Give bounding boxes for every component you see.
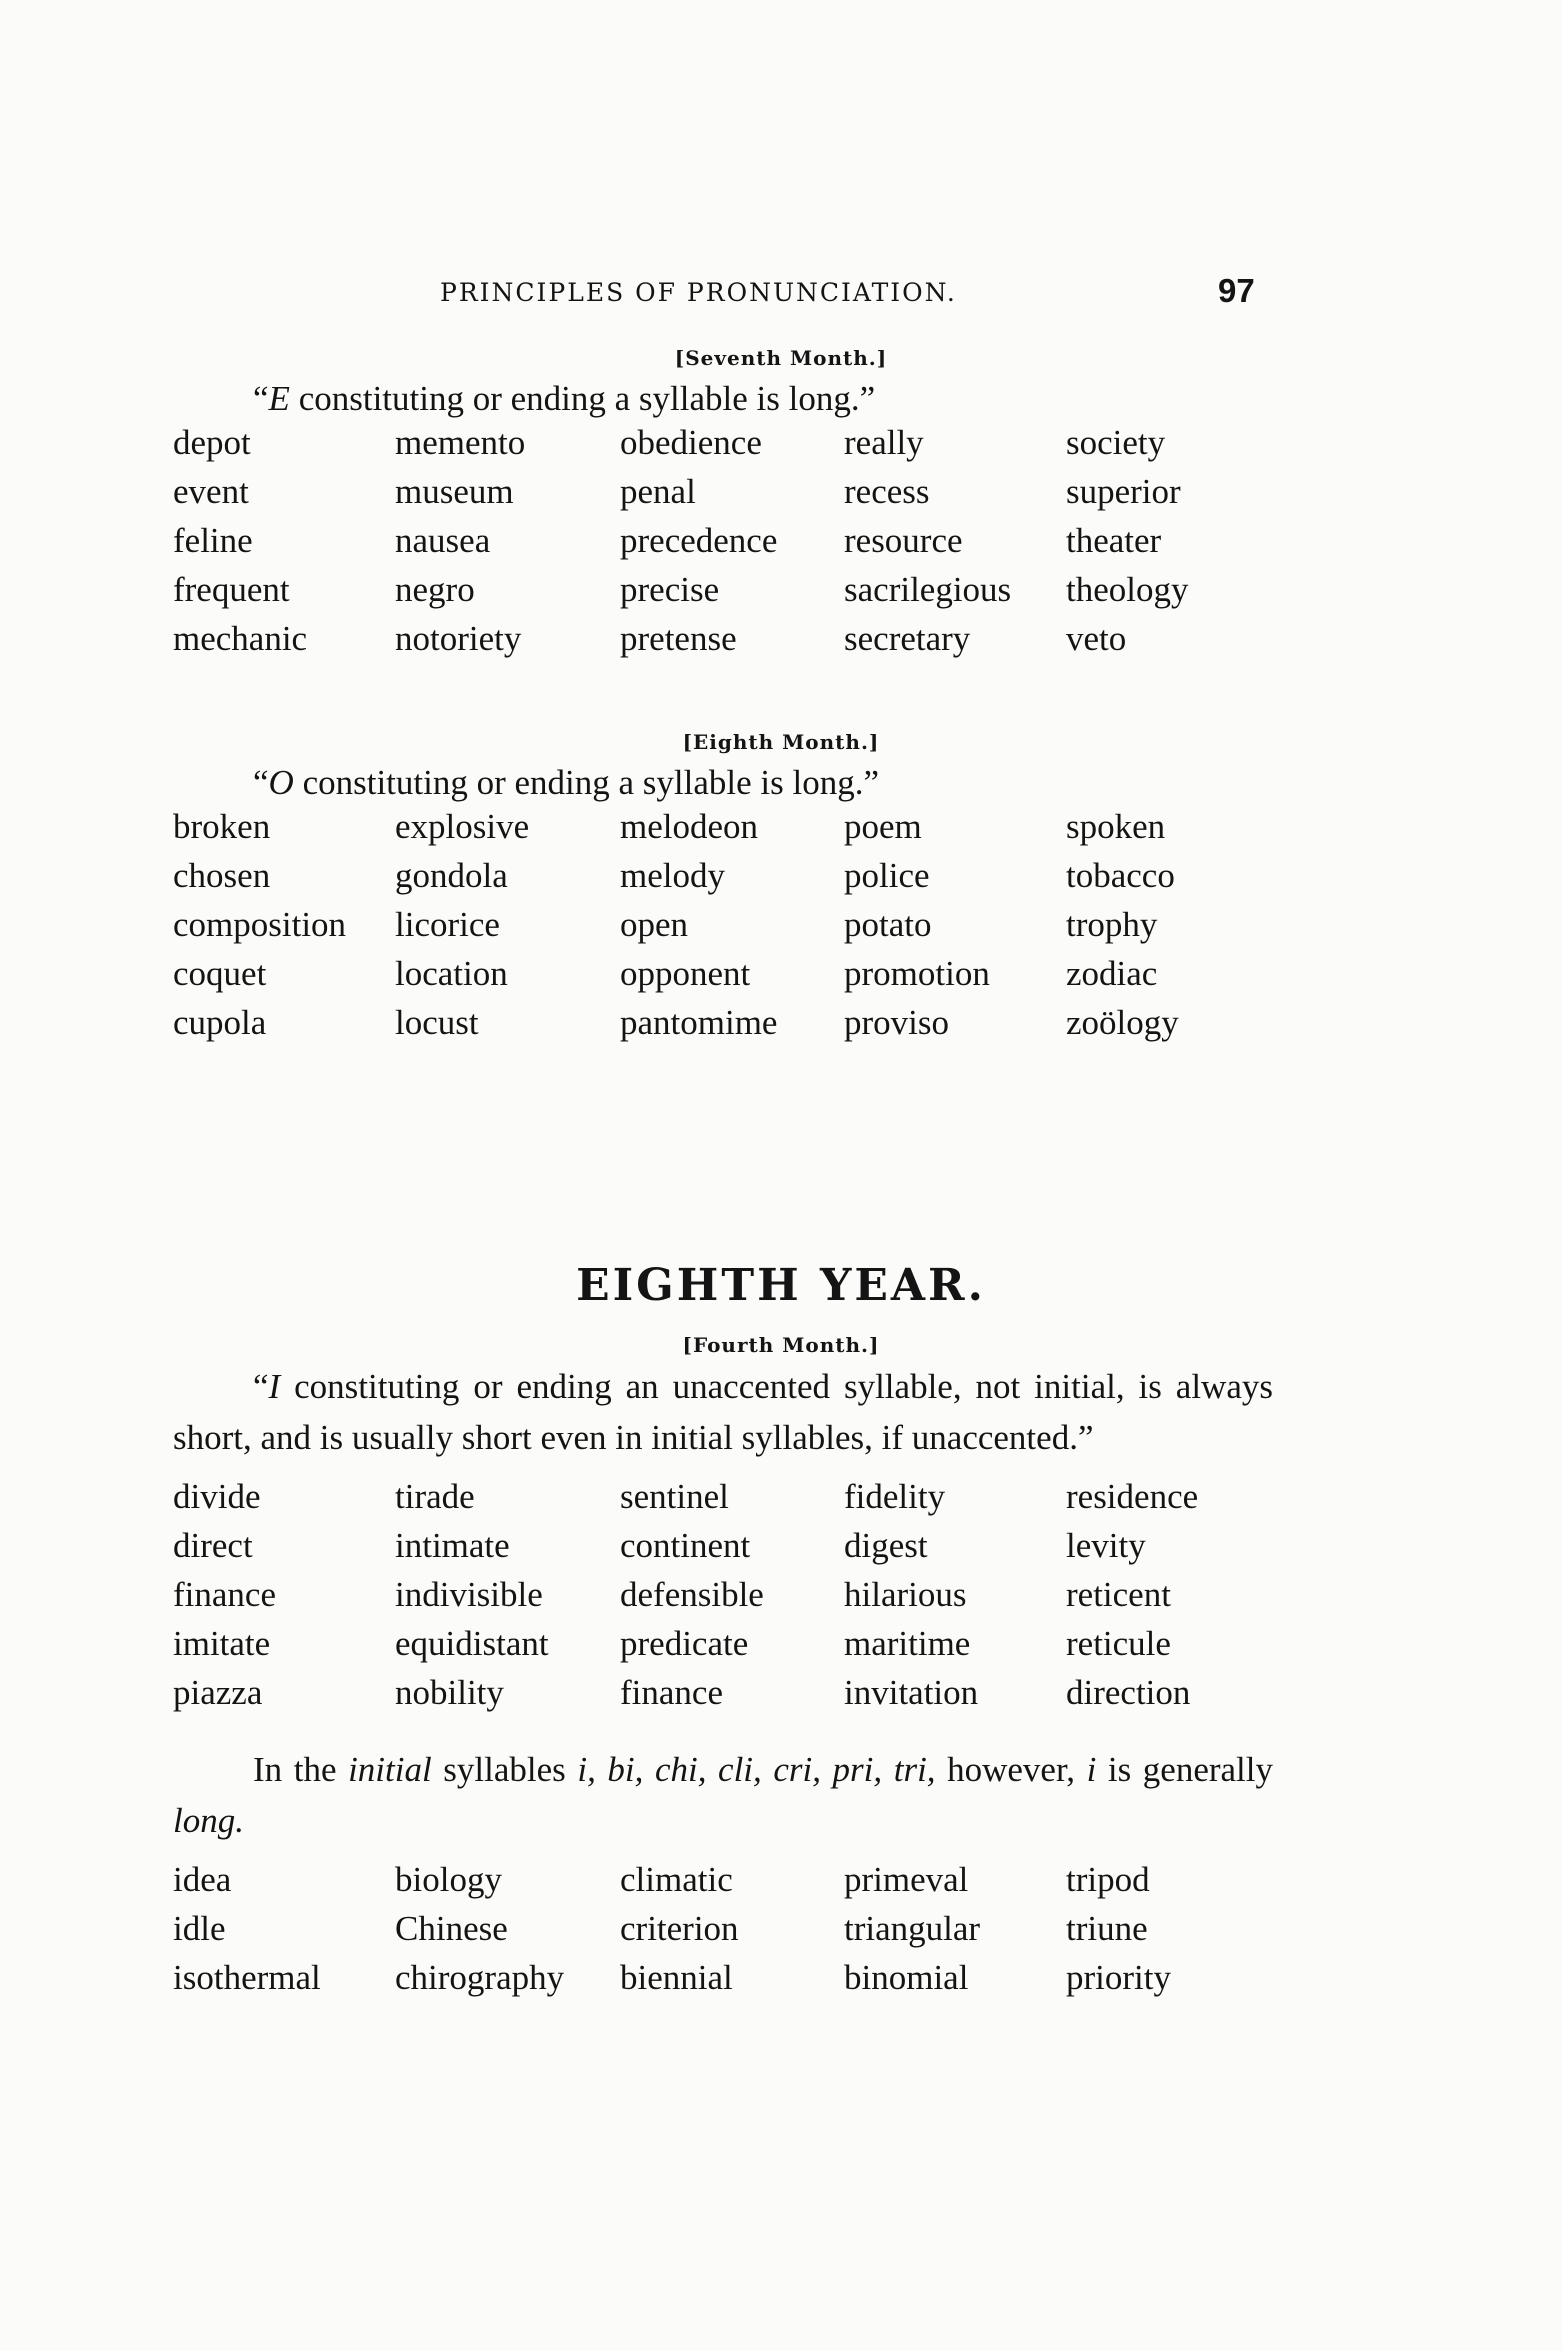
word-cell: chosen xyxy=(173,856,271,895)
page-number: 97 xyxy=(1218,272,1255,309)
table-row xyxy=(173,570,1246,619)
table-row xyxy=(173,954,1246,1003)
word-cell: biennial xyxy=(620,1958,733,1997)
word-cell: idle xyxy=(173,1909,226,1948)
page-header xyxy=(0,272,1562,328)
word-cell: depot xyxy=(173,423,251,462)
word-cell: hilarious xyxy=(844,1575,967,1614)
word-cell: finance xyxy=(620,1673,723,1712)
table-row xyxy=(173,423,1246,472)
word-cell: reticule xyxy=(1066,1624,1171,1663)
word-cell: notoriety xyxy=(395,619,522,658)
word-cell: recess xyxy=(844,472,930,511)
word-cell: piazza xyxy=(173,1673,263,1712)
word-cell: poem xyxy=(844,807,922,846)
word-cell: event xyxy=(173,472,249,511)
month-label: [Eighth Month.] xyxy=(682,730,880,754)
word-cell: precedence xyxy=(620,521,778,560)
word-cell: criterion xyxy=(620,1909,739,1948)
word-cell: penal xyxy=(620,472,696,511)
word-cell: intimate xyxy=(395,1526,510,1565)
table-row xyxy=(173,1673,1246,1722)
section-o xyxy=(0,730,1562,1052)
word-table xyxy=(173,1477,1246,1722)
table-row xyxy=(173,1860,1246,1909)
word-cell: zodiac xyxy=(1066,954,1158,993)
word-cell: pantomime xyxy=(620,1003,778,1042)
word-cell: imitate xyxy=(173,1624,271,1663)
word-cell: melodeon xyxy=(620,807,759,846)
word-cell: zoölogy xyxy=(1066,1003,1179,1042)
word-cell: melody xyxy=(620,856,725,895)
word-cell: trophy xyxy=(1066,905,1158,944)
word-cell: indivisible xyxy=(395,1575,543,1614)
rule-paragraph: “I constituting or ending an unaccented syllable, not initial, is always short, and is usually short even in initial syllables, if unaccented.” xyxy=(173,1367,1273,1457)
word-cell: invitation xyxy=(844,1673,979,1712)
word-cell: residence xyxy=(1066,1477,1199,1516)
section-eighth-year xyxy=(0,1260,1562,2007)
word-cell: nausea xyxy=(395,521,491,560)
word-cell: tirade xyxy=(395,1477,475,1516)
word-table xyxy=(173,1860,1246,2007)
month-label: [Fourth Month.] xyxy=(682,1333,880,1357)
word-cell: composition xyxy=(173,905,347,944)
word-cell: direct xyxy=(173,1526,253,1565)
word-table xyxy=(173,423,1246,668)
word-cell: biology xyxy=(395,1860,502,1899)
table-row xyxy=(173,1575,1246,1624)
word-cell: mechanic xyxy=(173,619,308,658)
table-row xyxy=(173,1003,1246,1052)
word-cell: potato xyxy=(844,905,932,944)
table-row xyxy=(173,1477,1246,1526)
word-cell: digest xyxy=(844,1526,928,1565)
word-cell: sentinel xyxy=(620,1477,729,1516)
table-row xyxy=(173,807,1246,856)
month-label: [Seventh Month.] xyxy=(674,346,888,370)
word-cell: society xyxy=(1066,423,1166,462)
word-cell: precise xyxy=(620,570,720,609)
word-cell: continent xyxy=(620,1526,751,1565)
word-cell: feline xyxy=(173,521,253,560)
word-cell: reticent xyxy=(1066,1575,1171,1614)
word-cell: opponent xyxy=(620,954,751,993)
word-cell: triune xyxy=(1066,1909,1148,1948)
word-cell: frequent xyxy=(173,570,290,609)
word-cell: predicate xyxy=(620,1624,749,1663)
year-heading: EIGHTH YEAR. xyxy=(576,1260,986,1311)
word-cell: chirography xyxy=(395,1958,565,1997)
word-cell: theology xyxy=(1066,570,1189,609)
word-cell: secretary xyxy=(844,619,971,658)
table-row xyxy=(173,856,1246,905)
word-cell: nobility xyxy=(395,1673,504,1712)
word-cell: defensible xyxy=(620,1575,764,1614)
word-cell: tripod xyxy=(1066,1860,1150,1899)
table-row xyxy=(173,905,1246,954)
table-row xyxy=(173,1526,1246,1575)
word-cell: binomial xyxy=(844,1958,969,1997)
table-row xyxy=(173,472,1246,521)
word-cell: resource xyxy=(844,521,963,560)
word-cell: triangular xyxy=(844,1909,981,1948)
table-row xyxy=(173,619,1246,668)
rule-text: “O constituting or ending a syllable is long.” xyxy=(253,763,880,802)
word-cell: pretense xyxy=(620,619,737,658)
word-cell: veto xyxy=(1066,619,1127,658)
table-row xyxy=(173,1958,1246,2007)
table-row xyxy=(173,521,1246,570)
word-cell: equidistant xyxy=(395,1624,549,1663)
word-cell: sacrilegious xyxy=(844,570,1012,609)
word-cell: locust xyxy=(395,1003,479,1042)
word-cell: cupola xyxy=(173,1003,267,1042)
word-cell: idea xyxy=(173,1860,232,1899)
word-cell: climatic xyxy=(620,1860,733,1899)
word-cell: proviso xyxy=(844,1003,949,1042)
running-title: PRINCIPLES OF PRONUNCIATION. xyxy=(440,278,957,307)
word-cell: primeval xyxy=(844,1860,969,1899)
table-row xyxy=(173,1909,1246,1958)
word-cell: coquet xyxy=(173,954,267,993)
word-cell: licorice xyxy=(395,905,500,944)
word-cell: explosive xyxy=(395,807,530,846)
word-cell: obedience xyxy=(620,423,762,462)
word-cell: priority xyxy=(1066,1958,1171,1997)
word-cell: finance xyxy=(173,1575,276,1614)
word-cell: isothermal xyxy=(173,1958,321,1997)
word-cell: spoken xyxy=(1066,807,1166,846)
word-cell: gondola xyxy=(395,856,508,895)
word-cell: museum xyxy=(395,472,514,511)
word-cell: open xyxy=(620,905,689,944)
word-cell: location xyxy=(395,954,508,993)
word-cell: theater xyxy=(1066,521,1162,560)
word-cell: superior xyxy=(1066,472,1181,511)
table-row xyxy=(173,1624,1246,1673)
word-cell: memento xyxy=(395,423,526,462)
word-cell: tobacco xyxy=(1066,856,1175,895)
rule-text: “E constituting or ending a syllable is long.” xyxy=(253,379,876,418)
word-cell: really xyxy=(844,423,924,462)
word-cell: divide xyxy=(173,1477,261,1516)
word-cell: maritime xyxy=(844,1624,971,1663)
word-cell: promotion xyxy=(844,954,990,993)
note-paragraph: In the initial syllables i, bi, chi, cli, cri, pri, tri, however, i is generally long. xyxy=(173,1750,1274,1840)
word-cell: direction xyxy=(1066,1673,1191,1712)
word-cell: broken xyxy=(173,807,271,846)
word-table xyxy=(173,807,1246,1052)
word-cell: fidelity xyxy=(844,1477,946,1516)
word-cell: negro xyxy=(395,570,475,609)
word-cell: Chinese xyxy=(395,1909,508,1948)
word-cell: police xyxy=(844,856,930,895)
word-cell: levity xyxy=(1066,1526,1146,1565)
section-e xyxy=(0,346,1562,668)
